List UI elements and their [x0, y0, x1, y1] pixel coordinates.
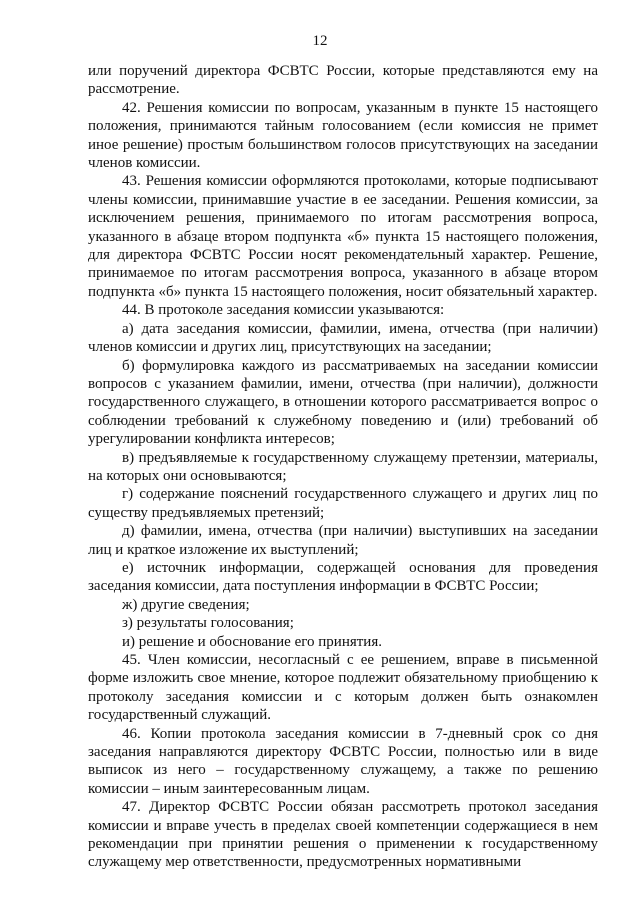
list-item-zh: ж) другие сведения; [122, 596, 250, 613]
list-item-z: з) результаты голосования; [122, 615, 294, 632]
list-item-d: д) фамилии, имена, отчества (при наличии) выступивших на заседании лиц и краткое изложение их выступлений; [88, 523, 598, 558]
paragraph-44: 44. В протоколе заседания комиссии указываются: [122, 302, 445, 319]
document-body [88, 62, 598, 872]
list-item-v: в) предъявляемые к государственному служащему претензии, материалы, на которых они основываются; [88, 449, 598, 484]
paragraph-45: 45. Член комиссии, несогласный с ее решением, вправе в письменной форме изложить свое мнение, которое подлежит обязательному приобщению к протоколу заседания комиссии и с которым должен быть ознакомлен государственный служащий. [88, 652, 598, 724]
paragraph-continuation: или поручений директора ФСВТС России, которые представляются ему на рассмотрение. [88, 63, 598, 98]
list-item-i: и) решение и обоснование его принятия. [122, 633, 382, 650]
list-item-g: г) содержание пояснений государственного служащего и других лиц по существу предъявляемых претензий; [88, 486, 598, 521]
paragraph-43: 43. Решения комиссии оформляются протоколами, которые подписывают члены комиссии, принимавшие участие в ее заседании. Решения комиссии, за исключением решения, принимаемого по итогам рассмотрения вопроса, указанного в абзаце втором подпункта «б» пункта 15 настоящего положения, для директора ФСВТС России носят рекомендательный характер. Решение, принимаемое по итогам рассмотрения вопроса, указанного в абзаце втором подпункта «б» пункта 15 настоящего положения, носит обязательный характер. [88, 173, 598, 300]
paragraph-47: 47. Директор ФСВТС России обязан рассмотреть протокол заседания комиссии и вправе учесть в пределах своей компетенции содержащиеся в нем рекомендации при принятии решения о применении к государственному служащему мер ответственности, предусмотренных нормативными [88, 799, 598, 871]
paragraph-42: 42. Решения комиссии по вопросам, указанным в пункте 15 настоящего положения, принимаются тайным голосованием (если комиссия не примет иное решение) простым большинством голосов присутствующих на заседании членов комиссии. [88, 99, 598, 172]
list-item-e: е) источник информации, содержащей основания для проведения заседания комиссии, дата поступления информации в ФСВТС России; [88, 559, 598, 595]
list-item-b: б) формулировка каждого из рассматриваемых на заседании комиссии вопросов с указанием фамилии, имени, отчества (при наличии), должности государственного служащего, в отношении которого рассматривается вопрос о соблюдении требований к служебному поведению и (или) требований об урегулировании конфликта интересов; [88, 357, 598, 448]
page-number: 12 [312, 33, 328, 49]
paragraph-46: 46. Копии протокола заседания комиссии в 7-дневный срок со дня заседания направляются директору ФСВТС России, полностью или в виде выписок из него – государственному служащему, а также по решению комиссии – иным заинтересованным лицам. [88, 725, 598, 797]
list-item-a: а) дата заседания комиссии, фамилии, имена, отчества (при наличии) членов комиссии и других лиц, присутствующих на заседании; [88, 320, 598, 356]
